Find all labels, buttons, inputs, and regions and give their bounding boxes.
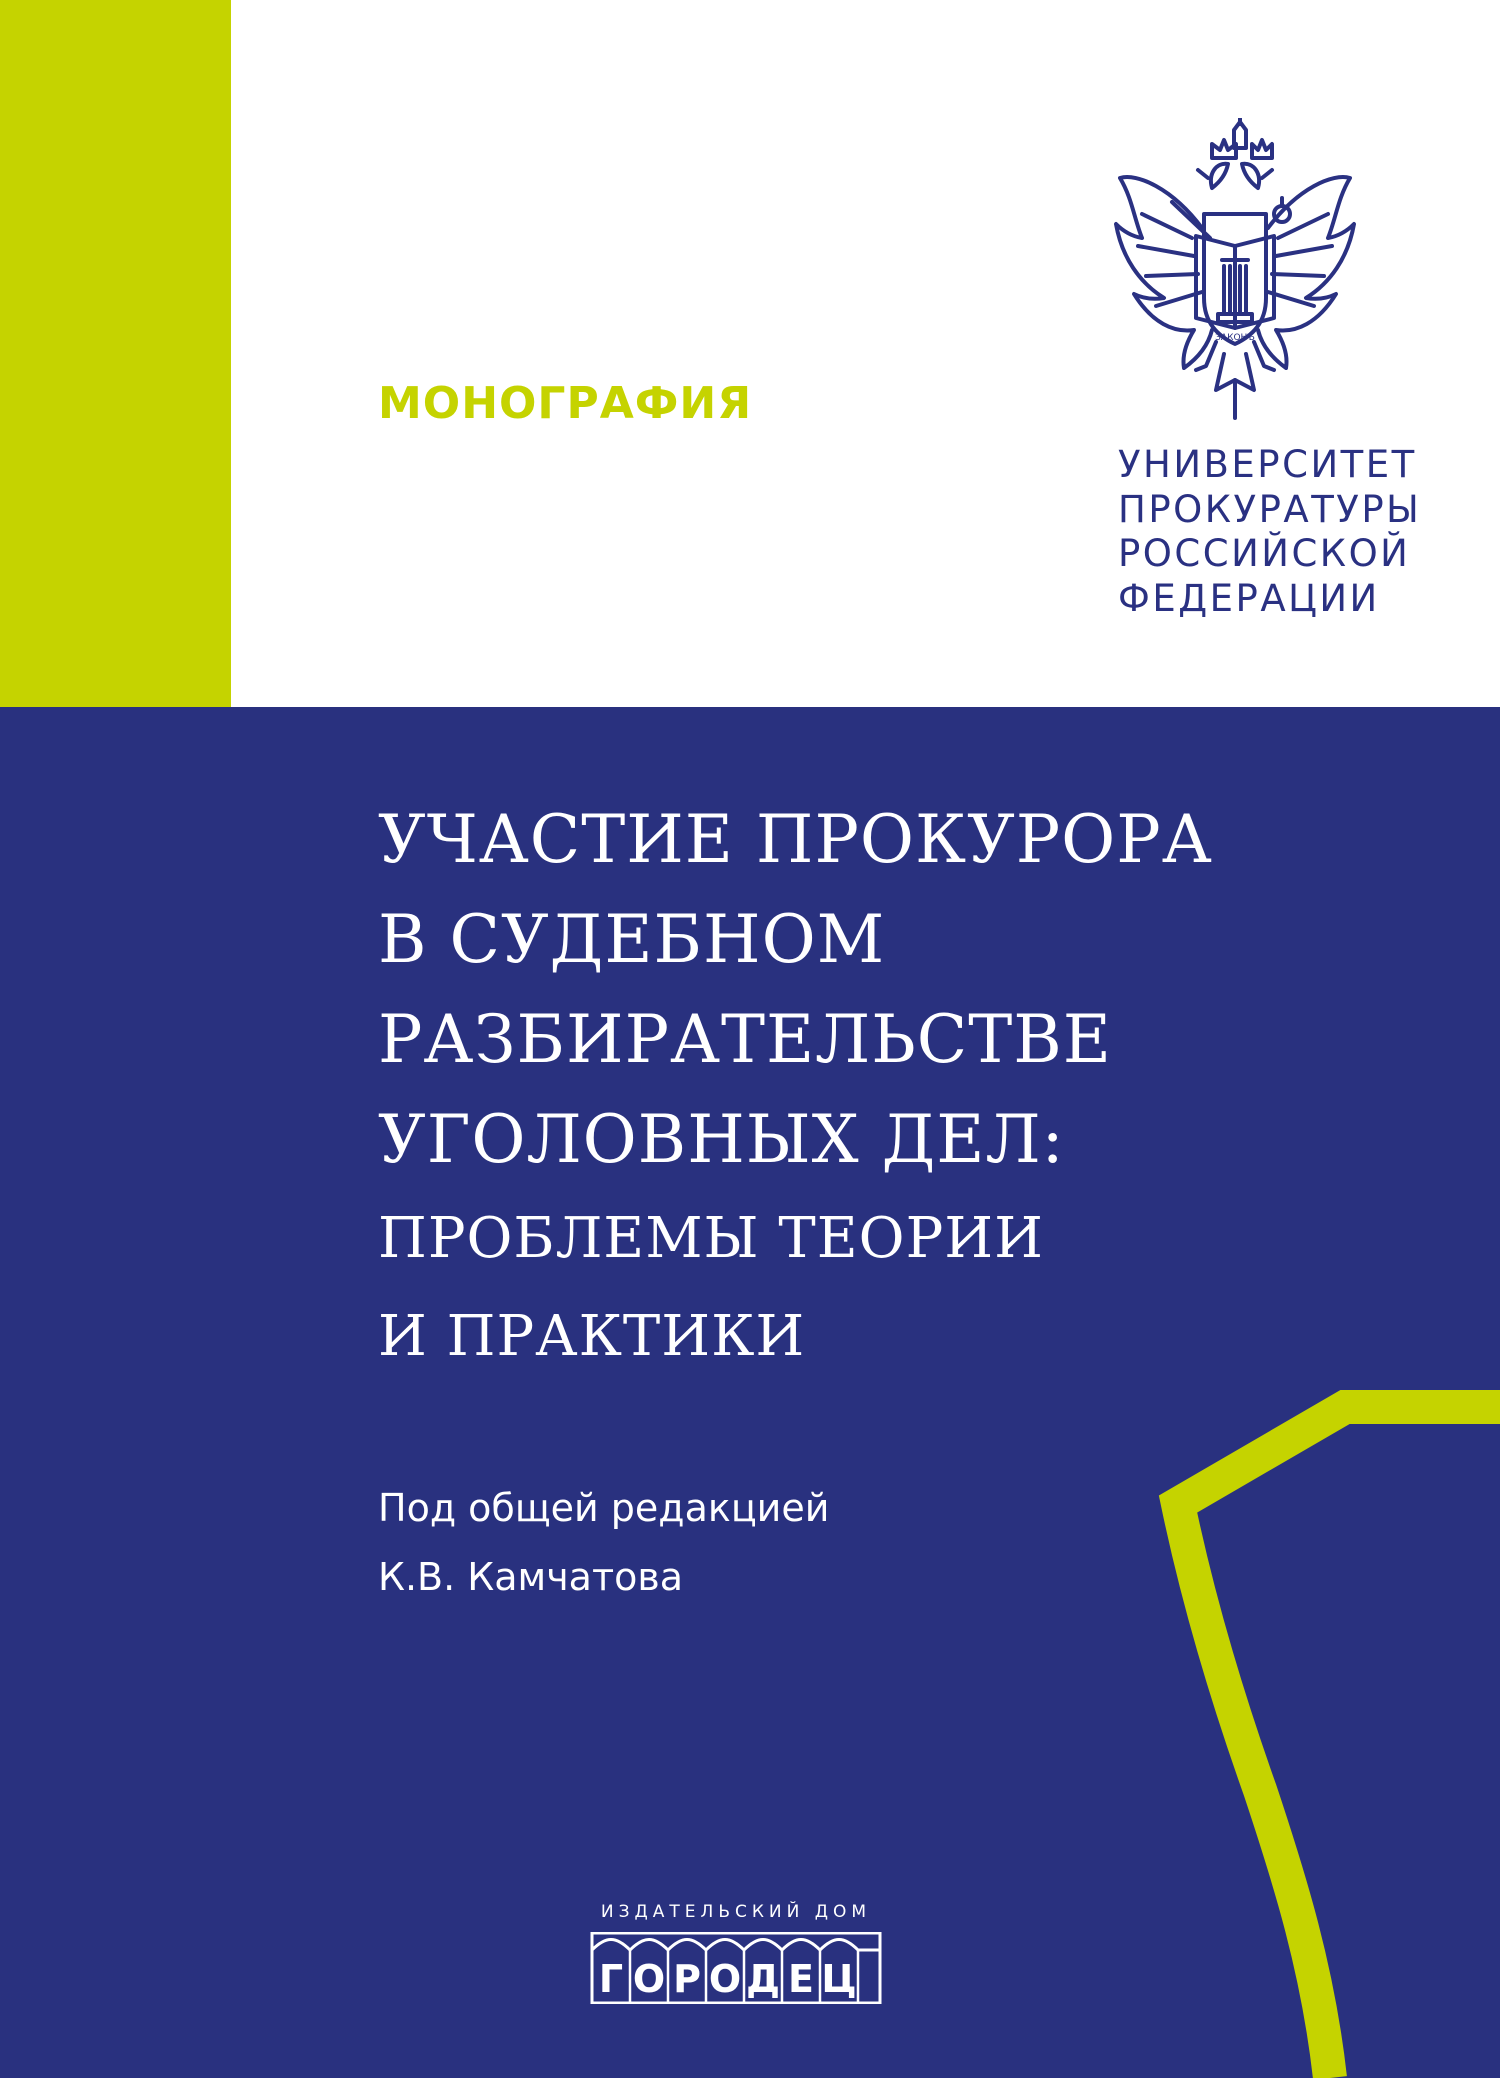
genre-label: МОНОГРАФИЯ: [378, 378, 753, 429]
editor-name: К.В. Камчатова: [378, 1555, 684, 1599]
emblem-inscription: ЗАКОНЪ: [1215, 333, 1255, 343]
title-line: УГОЛОВНЫХ ДЕЛ:: [378, 1101, 1065, 1178]
publisher-letter: Д: [746, 1957, 780, 2001]
university-name-line: УНИВЕРСИТЕТ: [1118, 443, 1417, 486]
publisher-logo: [586, 1902, 886, 2009]
title-line: УЧАСТИЕ ПРОКУРОРА: [378, 801, 1213, 878]
subtitle-line: И ПРАКТИКИ: [378, 1304, 806, 1369]
publisher-label: ИЗДАТЕЛЬСКИЙ ДОМ: [600, 1902, 872, 1922]
editor-caption: Под общей редакцией: [378, 1486, 830, 1530]
publisher-letter: О: [632, 1957, 666, 2001]
publisher-letter: Г: [598, 1957, 624, 2001]
publisher-letter: Е: [788, 1957, 814, 2001]
university-name-line: ПРОКУРАТУРЫ: [1118, 487, 1422, 531]
title-line: РАЗБИРАТЕЛЬСТВЕ: [378, 1001, 1112, 1078]
publisher-letter: Ц: [821, 1957, 857, 2001]
publisher-letter: Р: [673, 1957, 701, 2001]
shield-outline-shape: [1178, 1407, 1500, 2078]
university-name-line: ФЕДЕРАЦИИ: [1118, 576, 1380, 620]
publisher-letter: О: [708, 1957, 742, 2001]
university-name-line: РОССИЙСКОЙ: [1118, 532, 1411, 575]
title-line: В СУДЕБНОМ: [378, 901, 886, 978]
gorodets-logo-icon: [586, 1932, 886, 2004]
subtitle-line: ПРОБЛЕМЫ ТЕОРИИ: [378, 1206, 1044, 1271]
